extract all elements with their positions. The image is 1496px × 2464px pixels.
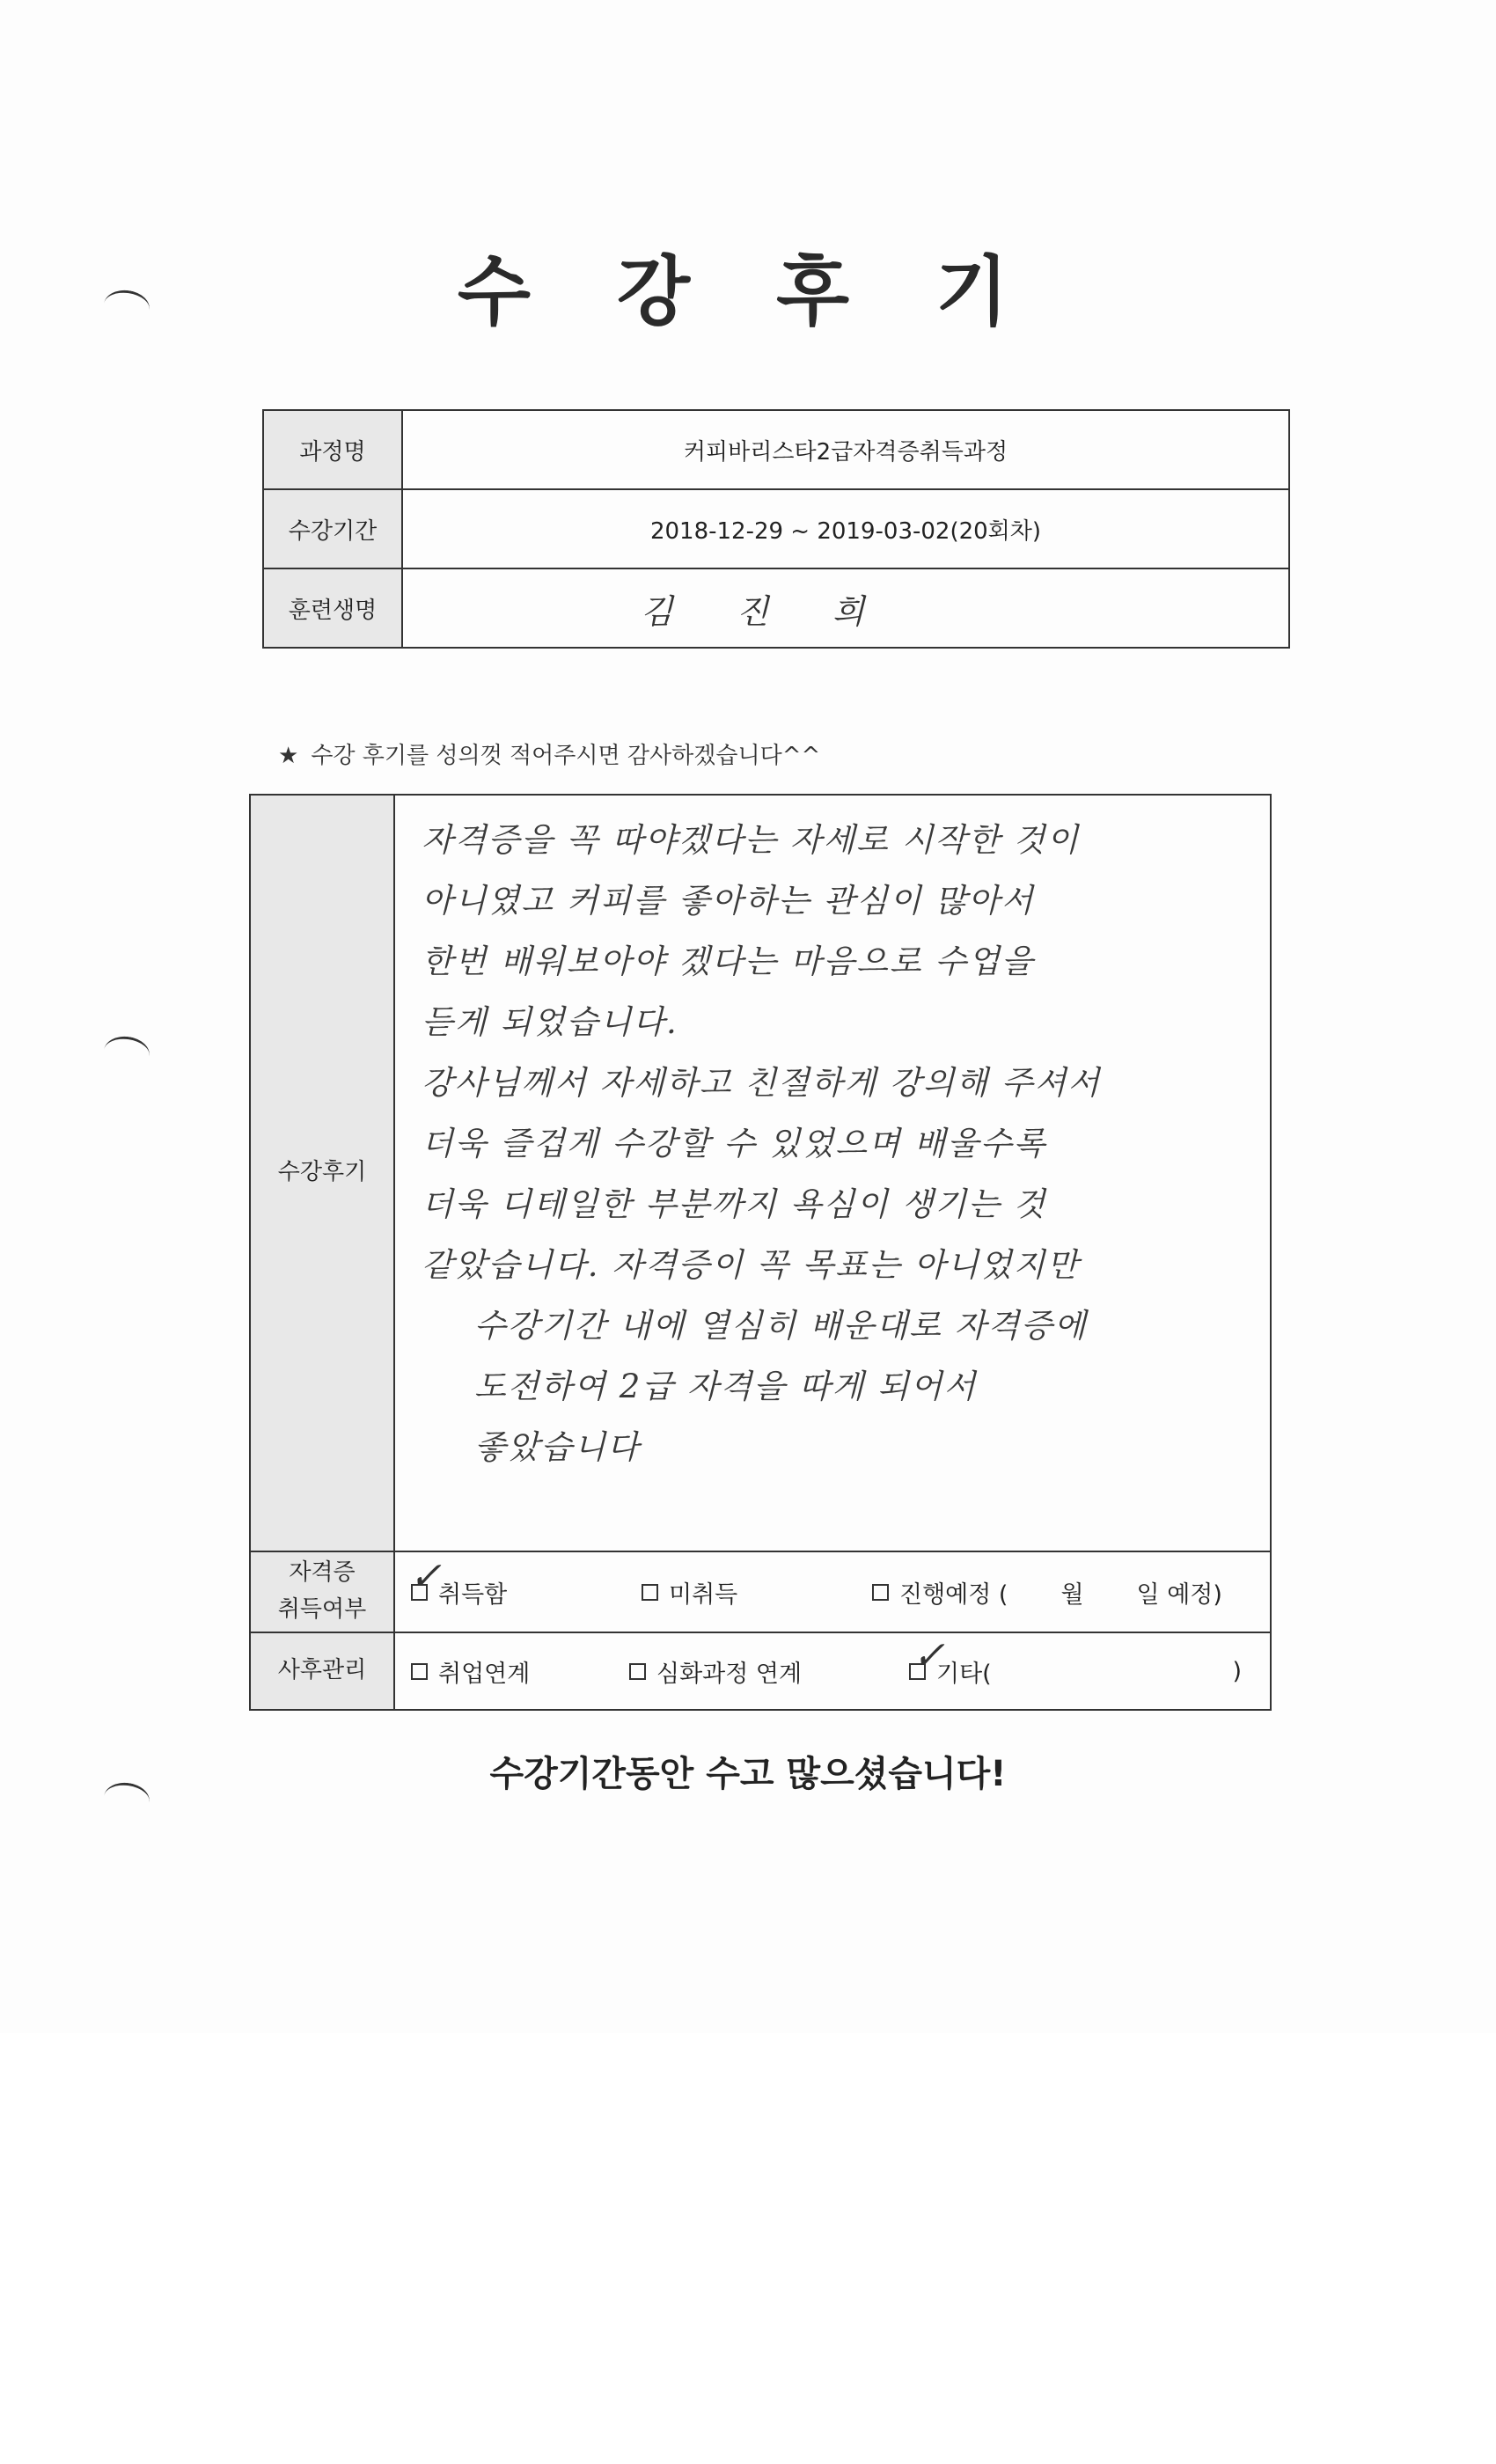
- aftercare-options: [394, 1632, 1271, 1710]
- opt-job[interactable]: [411, 1654, 629, 1689]
- opt-acquired-label: 취득함: [438, 1580, 508, 1609]
- review-line: 강사님께서 자세하고 친절하게 강의해 주셔서: [422, 1064, 1102, 1102]
- certificate-row: [250, 1551, 1271, 1632]
- opt-job-label: 취업연계: [438, 1660, 531, 1688]
- certificate-options: [394, 1551, 1271, 1632]
- period-value: 2018-12-29 ~ 2019-03-02(20회차): [402, 489, 1289, 568]
- trainee-label: 훈련생명: [263, 568, 402, 648]
- review-line: 도전하여 2급 자격을 따게 되어서: [474, 1368, 978, 1405]
- check-mark-icon: ✓: [913, 1632, 945, 1678]
- review-line: 아니였고 커피를 좋아하는 관심이 많아서: [422, 882, 1035, 920]
- review-line: 더욱 디테일한 부분까지 욕심이 생기는 것: [422, 1185, 1047, 1223]
- review-line: 자격증을 꼭 따야겠다는 자세로 시작한 것이: [422, 821, 1081, 859]
- certificate-label-line2: 취득여부: [277, 1596, 367, 1623]
- period-row: [263, 489, 1289, 568]
- opt-planned-label: 진행예정 (: [899, 1580, 1008, 1609]
- period-label: 수강기간: [263, 489, 402, 568]
- notice-message: 수강 후기를 성의껏 적어주시면 감사하겠습니다^^: [311, 743, 821, 769]
- planned-month: 월: [1060, 1580, 1084, 1609]
- aftercare-options-row: [411, 1632, 1254, 1689]
- certificate-label-line1: 자격증: [289, 1559, 356, 1587]
- review-line: 듣게 되었습니다.: [422, 1003, 678, 1041]
- review-body: [394, 795, 1271, 1551]
- review-line: 한번 배워보아야 겠다는 마음으로 수업을: [422, 942, 1035, 980]
- checkbox-advanced[interactable]: [629, 1663, 646, 1680]
- aftercare-row: [250, 1632, 1271, 1710]
- opt-not-acquired-label: 미취득: [669, 1580, 738, 1609]
- aftercare-label: 사후관리: [250, 1632, 394, 1710]
- course-info-table: [262, 409, 1290, 649]
- checkbox-not-acquired[interactable]: [642, 1584, 658, 1601]
- opt-advanced[interactable]: [629, 1654, 909, 1689]
- review-line: 같았습니다. 자격증이 꼭 목표는 아니었지만: [422, 1246, 1081, 1284]
- binder-hole: [102, 1034, 152, 1073]
- review-table: [249, 794, 1272, 1711]
- opt-acquired[interactable]: [409, 1553, 642, 1610]
- checkbox-acquired[interactable]: [409, 1553, 442, 1601]
- opt-advanced-label: 심화과정 연계: [656, 1660, 803, 1688]
- opt-other-label: 기타(: [936, 1660, 992, 1688]
- trainee-row: [263, 568, 1289, 648]
- opt-planned[interactable]: [872, 1575, 1222, 1610]
- notice-text: [278, 737, 820, 770]
- review-line: 더욱 즐겁게 수강할 수 있었으며 배울수록: [422, 1125, 1047, 1162]
- opt-other[interactable]: [909, 1632, 1254, 1689]
- review-line: 좋았습니다: [474, 1428, 641, 1466]
- review-row: [250, 795, 1271, 1551]
- opt-other-close: ): [1232, 1657, 1242, 1685]
- page-title: 수 강 후 기: [457, 248, 1039, 336]
- planned-day: 일 예정): [1136, 1580, 1222, 1609]
- opt-not-acquired[interactable]: [642, 1575, 872, 1610]
- trainee-cell: [402, 568, 1289, 648]
- course-value: 커피바리스타2급자격증취득과정: [402, 410, 1289, 489]
- footer-message: 수강기간동안 수고 많으셨습니다!: [489, 1754, 1007, 1794]
- check-mark-icon: ✓: [409, 1553, 442, 1599]
- certificate-options-row: [409, 1553, 1254, 1610]
- review-label: 수강후기: [250, 795, 394, 1551]
- checkbox-other[interactable]: [909, 1632, 945, 1680]
- trainee-name-handwritten: 김 진 희: [641, 591, 891, 631]
- star-icon: ★: [278, 743, 299, 769]
- course-label: 과정명: [263, 410, 402, 489]
- certificate-label: [250, 1551, 394, 1632]
- review-line: 수강기간 내에 열심히 배운대로 자격증에: [474, 1307, 1088, 1345]
- checkbox-planned[interactable]: [872, 1584, 889, 1601]
- course-row: [263, 410, 1289, 489]
- checkbox-job[interactable]: [411, 1663, 428, 1680]
